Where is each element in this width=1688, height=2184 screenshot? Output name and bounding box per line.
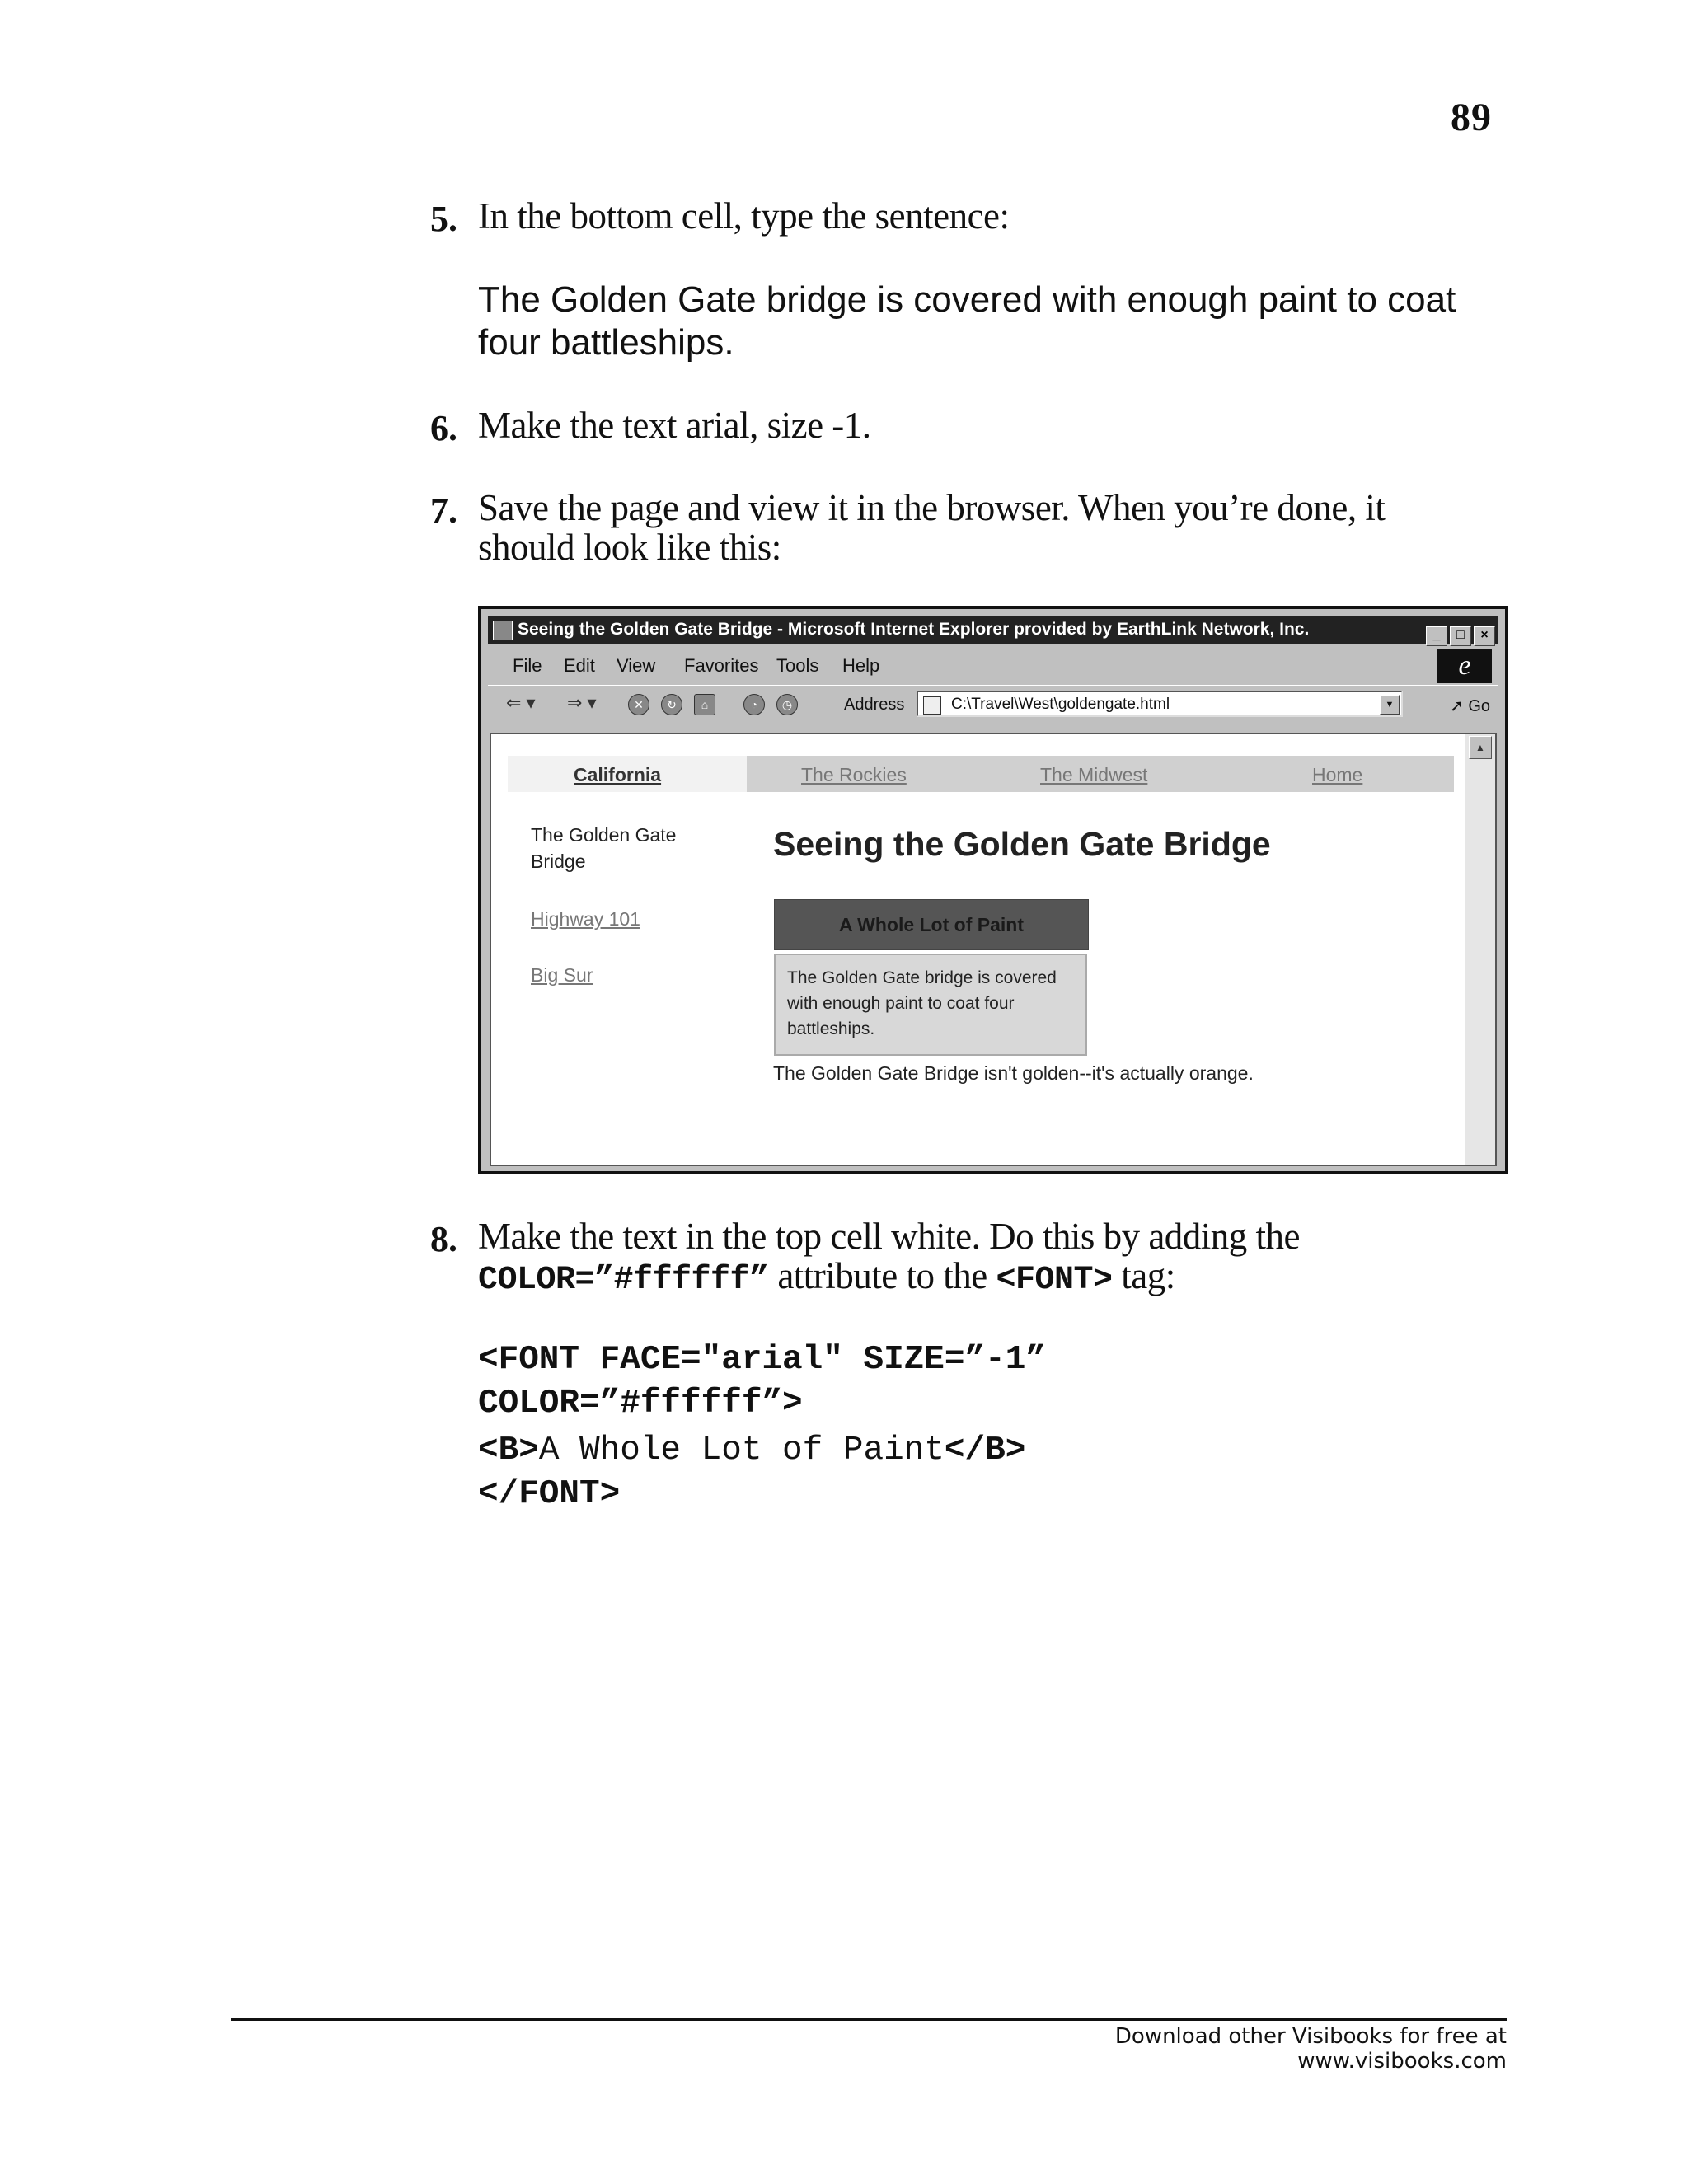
menu-help[interactable]: Help bbox=[842, 655, 880, 676]
code-b-open: <B> bbox=[478, 1432, 539, 1469]
footer-text: Download other Visibooks for free at www.visibooks.com bbox=[1114, 2024, 1507, 2074]
site-page-heading: Seeing the Golden Gate Bridge bbox=[773, 825, 1271, 863]
go-button[interactable] bbox=[1450, 696, 1490, 716]
side-link-big-sur[interactable]: Big Sur bbox=[531, 964, 593, 986]
address-value: C:\Travel\West\goldengate.html bbox=[951, 696, 1170, 713]
step-5-text: In the bottom cell, type the sentence: bbox=[478, 195, 1010, 237]
site-nav bbox=[508, 756, 1454, 792]
step-8-text-a: Make the text in the top cell white. Do this by adding the bbox=[478, 1216, 1301, 1257]
page-number: 89 bbox=[1451, 96, 1492, 139]
nav-the-rockies[interactable]: The Rockies bbox=[801, 764, 907, 785]
side-item-golden-gate: The Golden Gate Bridge bbox=[531, 824, 677, 872]
address-label: Address bbox=[844, 696, 905, 714]
menu-file[interactable]: File bbox=[513, 655, 542, 676]
forward-icon[interactable]: ⇒ ▾ bbox=[567, 692, 597, 713]
step-7-number: 7. bbox=[430, 490, 457, 531]
vertical-scrollbar[interactable] bbox=[1465, 734, 1495, 1165]
code-b-close: </B> bbox=[944, 1432, 1026, 1469]
orange-fact: The Golden Gate Bridge isn't golden--it's actually orange. bbox=[773, 1062, 1254, 1084]
browser-title: Seeing the Golden Gate Bridge - Microsoft Internet Explorer provided by EarthLink Network, Inc. bbox=[518, 620, 1310, 639]
stop-icon[interactable]: ✕ bbox=[628, 694, 649, 715]
code-line-2: COLOR=”#ffffff”> bbox=[478, 1385, 803, 1422]
code-b-text: A Whole Lot of Paint bbox=[538, 1432, 945, 1469]
step-8-text bbox=[478, 1216, 1426, 1301]
chevron-down-icon[interactable]: ▼ bbox=[1380, 695, 1400, 715]
footer-rule bbox=[231, 2018, 1507, 2021]
menu-view[interactable]: View bbox=[617, 655, 656, 676]
nav-the-midwest[interactable]: The Midwest bbox=[1040, 764, 1148, 785]
ie-logo-icon: e bbox=[1437, 649, 1492, 683]
close-icon[interactable]: × bbox=[1474, 626, 1495, 646]
browser-menubar bbox=[488, 647, 1498, 683]
menu-tools[interactable]: Tools bbox=[776, 655, 819, 676]
menu-favorites[interactable]: Favorites bbox=[684, 655, 759, 676]
browser-screenshot bbox=[478, 606, 1508, 1174]
step-8-number: 8. bbox=[430, 1219, 457, 1259]
browser-viewport bbox=[490, 733, 1497, 1166]
paint-box-header: A Whole Lot of Paint bbox=[774, 899, 1089, 950]
scroll-up-icon[interactable]: ▲ bbox=[1469, 736, 1492, 759]
step-8-text-c: tag: bbox=[1112, 1255, 1175, 1296]
code-line-1: <FONT FACE="arial" SIZE=”-1” bbox=[478, 1341, 1046, 1379]
step-6-text: Make the text arial, size -1. bbox=[478, 405, 871, 446]
step-8-code-tag: <FONT> bbox=[996, 1262, 1113, 1299]
menu-edit[interactable]: Edit bbox=[564, 655, 595, 676]
browser-toolbar bbox=[488, 685, 1498, 724]
ie-page-icon bbox=[493, 621, 513, 640]
back-icon[interactable]: ⇐ ▾ bbox=[506, 692, 536, 713]
address-input[interactable] bbox=[917, 691, 1403, 717]
step-6-number: 6. bbox=[430, 408, 457, 448]
code-line-4: </FONT> bbox=[478, 1475, 621, 1513]
code-block bbox=[478, 1338, 1046, 1516]
step-5-number: 5. bbox=[430, 199, 457, 239]
browser-titlebar bbox=[488, 616, 1498, 644]
sentence-to-type: The Golden Gate bridge is covered with enough paint to coat four battleships. bbox=[478, 279, 1456, 363]
page-icon bbox=[923, 696, 941, 715]
nav-home[interactable]: Home bbox=[1312, 764, 1363, 785]
side-link-highway-101[interactable]: Highway 101 bbox=[531, 908, 640, 930]
history-icon[interactable]: ◷ bbox=[776, 694, 798, 715]
maximize-icon[interactable]: □ bbox=[1450, 626, 1471, 646]
paint-box-body: The Golden Gate bridge is covered with enough paint to coat four battleships. bbox=[774, 954, 1087, 1056]
step-8-text-b: attribute to the bbox=[768, 1255, 996, 1296]
step-7-text: Save the page and view it in the browser. When you’re done, it should look like this: bbox=[478, 487, 1386, 568]
nav-california[interactable]: California bbox=[574, 764, 662, 785]
search-icon[interactable]: ◔ bbox=[743, 694, 765, 715]
step-8-code-attr: COLOR=”#ffffff” bbox=[478, 1262, 769, 1299]
go-arrow-icon: ➚ bbox=[1449, 697, 1464, 715]
home-icon[interactable]: ⌂ bbox=[694, 694, 715, 715]
minimize-icon[interactable]: _ bbox=[1426, 626, 1447, 646]
code-line-3 bbox=[478, 1426, 1046, 1473]
go-label: Go bbox=[1468, 697, 1490, 715]
refresh-icon[interactable]: ↻ bbox=[661, 694, 682, 715]
